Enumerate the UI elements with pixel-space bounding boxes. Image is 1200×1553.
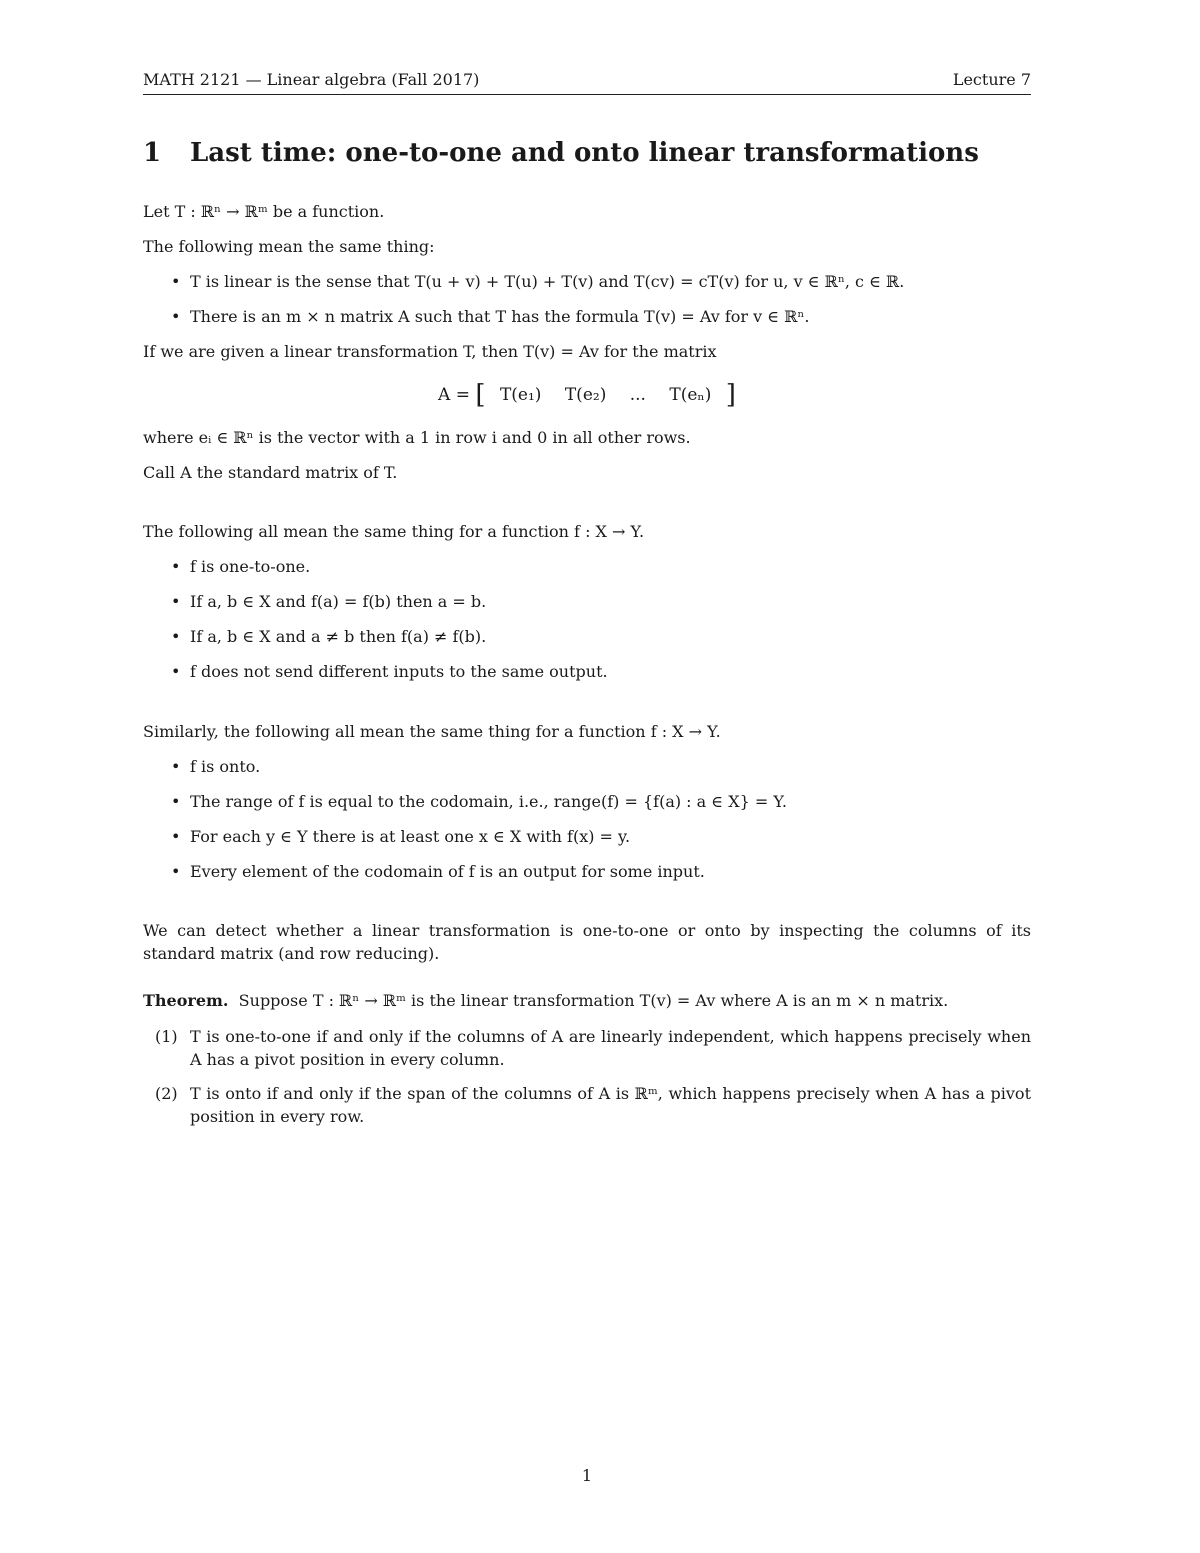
paragraph-given: If we are given a linear transformation T, then T(v) = Av for the matrix	[143, 342, 717, 361]
list-item	[171, 590, 1031, 613]
list-item-text: There is an m × n matrix A such that T has the formula T(v) = Av for v ∈ ℝⁿ.	[190, 307, 810, 326]
list-item	[171, 270, 1031, 293]
paragraph-detect: We can detect whether a linear transformation is one-to-one or onto by inspecting the columns of its standard matrix (and row reducing).	[143, 921, 1031, 963]
paragraph-onetoone-intro: The following all mean the same thing for a function f : X → Y.	[143, 522, 645, 541]
list-item	[171, 660, 1031, 683]
running-header	[143, 70, 1031, 95]
section-heading	[143, 138, 979, 168]
header-lecture: Lecture 7	[952, 70, 1031, 89]
theorem-item-label: (2)	[155, 1084, 178, 1103]
standard-matrix-equation	[143, 380, 1031, 410]
list-item	[171, 860, 1031, 883]
list-item-text: If a, b ∈ X and f(a) = f(b) then a = b.	[190, 592, 487, 611]
theorem-item	[155, 1025, 1031, 1071]
matrix-column: T(e₁)	[499, 385, 542, 405]
paragraph-let: Let T : ℝⁿ → ℝᵐ be a function.	[143, 202, 385, 221]
paragraph-following: The following mean the same thing:	[143, 237, 435, 256]
list-item-text: f does not send different inputs to the same output.	[190, 662, 608, 681]
right-bracket: ]	[725, 380, 736, 410]
list-item-text: The range of f is equal to the codomain, i.e., range(f) = {f(a) : a ∈ X} = Y.	[190, 792, 787, 811]
section-number: 1	[143, 138, 162, 168]
theorem-item-text: T is onto if and only if the span of the columns of A is ℝᵐ, which happens precisely when A has a pivot position in every row.	[190, 1084, 1031, 1126]
list-item-text: f is onto.	[190, 757, 261, 776]
paragraph-where: where eᵢ ∈ ℝⁿ is the vector with a 1 in row i and 0 in all other rows.	[143, 428, 691, 447]
list-item-text: f is one-to-one.	[190, 557, 311, 576]
matrix-column: ...	[629, 385, 646, 405]
theorem-text: Suppose T : ℝⁿ → ℝᵐ is the linear transformation T(v) = Av where A is an m × n matrix.	[238, 991, 949, 1010]
list-item-text: If a, b ∈ X and a ≠ b then f(a) ≠ f(b).	[190, 627, 487, 646]
document-page	[143, 0, 1031, 1553]
list-item	[171, 825, 1031, 848]
theorem-item	[155, 1082, 1031, 1128]
matrix-column: T(e₂)	[564, 385, 607, 405]
paragraph-call: Call A the standard matrix of T.	[143, 463, 398, 482]
theorem-statement	[143, 989, 1031, 1012]
list-item	[171, 625, 1031, 648]
list-item	[171, 555, 1031, 578]
equation-lhs: A =	[438, 385, 470, 405]
paragraph-onto-intro: Similarly, the following all mean the same thing for a function f : X → Y.	[143, 722, 721, 741]
list-item-text: For each y ∈ Y there is at least one x ∈ X with f(x) = y.	[190, 827, 631, 846]
theorem-label: Theorem.	[143, 991, 229, 1010]
section-title-text: Last time: one-to-one and onto linear transformations	[190, 138, 979, 168]
list-item	[171, 755, 1031, 778]
list-item	[171, 790, 1031, 813]
left-bracket: [	[475, 380, 486, 410]
page-number: 1	[581, 1466, 593, 1485]
header-course: MATH 2121 — Linear algebra (Fall 2017)	[143, 70, 480, 89]
list-item-text: T is linear is the sense that T(u + v) + T(u) + T(v) and T(cv) = cT(v) for u, v ∈ ℝⁿ, c ∈ ℝ.	[190, 272, 905, 291]
theorem-item-text: T is one-to-one if and only if the columns of A are linearly independent, which happens precisely when A has a pivot position in every column.	[190, 1027, 1031, 1069]
matrix-column: T(eₙ)	[669, 385, 712, 405]
list-item-text: Every element of the codomain of f is an output for some input.	[190, 862, 705, 881]
list-item	[171, 305, 1031, 328]
theorem-item-label: (1)	[155, 1027, 178, 1046]
